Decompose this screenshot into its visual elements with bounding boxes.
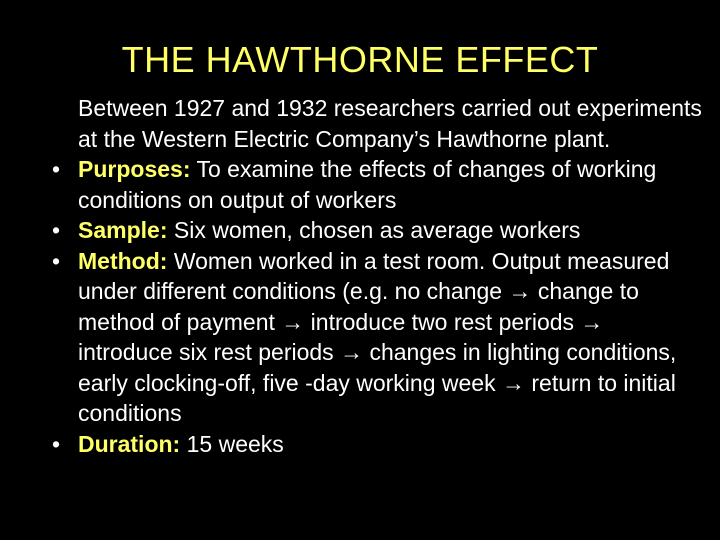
bullet-label: Purposes: [78, 156, 191, 182]
bullet-item-purposes [52, 154, 702, 215]
bullet-text: Women worked in a test room. Output measured under different conditions (e.g. no change → change to method of payment → introduce two rest periods → introduce six rest periods → changes in lighting conditions, early clocking-off, five -day working week → return to initial conditions [78, 247, 677, 426]
bullet-item-method [52, 246, 702, 429]
bullet-icon: • [52, 217, 61, 243]
bullet-item-sample [52, 215, 702, 246]
bullet-text: To examine the effects of changes of working conditions on output of workers [78, 156, 657, 213]
intro-text: Between 1927 and 1932 researchers carried out experiments at the Western Electric Company’s Hawthorne plant. [78, 95, 702, 152]
bullet-icon: • [52, 247, 61, 274]
bullet-text: Six women, chosen as average workers [173, 217, 581, 243]
slide-body [52, 93, 702, 459]
intro-paragraph [52, 93, 702, 154]
bullet-label: Sample: [78, 217, 168, 243]
slide-title: THE HAWTHORNE EFFECT [121, 39, 599, 80]
bullet-text: 15 weeks [186, 430, 284, 457]
bullet-label: Method: [78, 247, 168, 274]
bullet-label: Duration: [78, 430, 181, 457]
bullet-icon: • [52, 430, 61, 457]
bullet-item-duration [52, 429, 702, 460]
bullet-icon: • [52, 156, 61, 182]
